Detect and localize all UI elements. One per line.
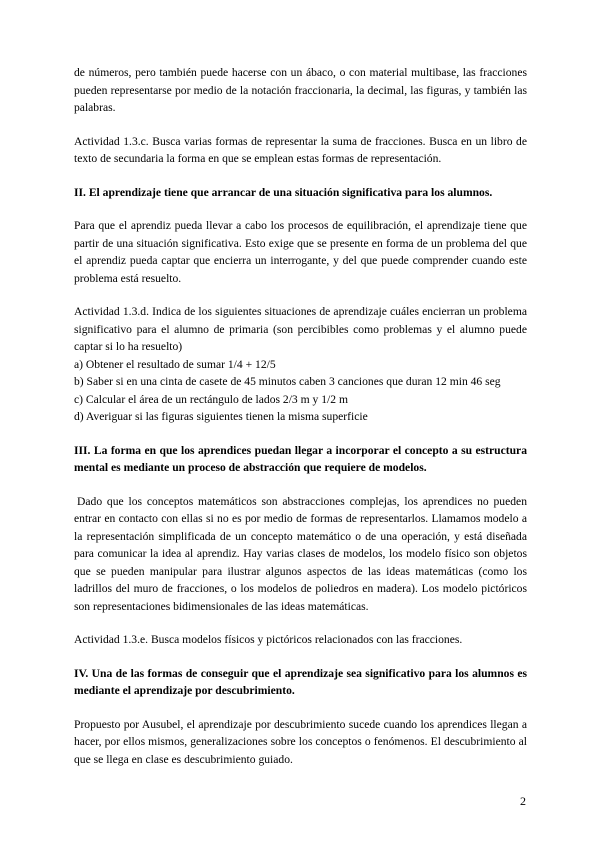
section-heading-iii: III. La forma en que los aprendices puedan llegar a incorporar el concepto a su estructura mental es mediante un proceso de abstracción que requiere de modelos. (74, 443, 527, 474)
section-heading-iv: IV. Una de las formas de conseguir que el aprendizaje sea significativo para los alumnos es mediante el aprendizaje por descubrimiento. (74, 666, 527, 697)
section-heading-ii: II. El aprendizaje tiene que arrancar de una situación significativa para los alumnos. (74, 185, 493, 199)
page-number: 2 (520, 794, 526, 808)
activity-1-3-c: Actividad 1.3.c. Busca varias formas de representar la suma de fracciones. Busca en un libro de texto de secundaria la forma en que se emplean estas formas de representación. (74, 134, 527, 165)
list-item-a: a) Obtener el resultado de sumar 1/4 + 12/5 (74, 357, 276, 371)
intro-paragraph: de números, pero también puede hacerse con un ábaco, o con material multibase, las fracciones pueden representarse por medio de la notación fraccionaria, la decimal, las figuras, y también las palabras. (74, 66, 527, 114)
list-item-b: b) Saber si en una cinta de casete de 45 minutos caben 3 canciones que duran 12 min 46 seg (74, 375, 501, 388)
activity-1-3-e: Actividad 1.3.e. Busca modelos físicos y pictóricos relacionados con las fracciones. (74, 633, 463, 646)
document-page (74, 64, 527, 784)
section-iii-paragraph: Dado que los conceptos matemáticos son abstracciones complejas, los aprendices no pueden entrar en contacto con ellas si no es por medio de formas de representarlos. Llamamos modelo a la representación simplificada de un concepto matemático o de una operación, y está diseñada para comunicar la idea al aprendiz. Hay varias clases de modelos, los modelo físico son objetos que se pueden manipular para ilustrar algunos aspectos de las ideas matemáticas (como los ladrillos del muro de fracciones, o los modelos de poliedros en madera). Los modelo pictóricos son representaciones bidimensionales de las ideas matemáticas. (74, 494, 527, 613)
activity-1-3-d-block (74, 303, 527, 426)
section-iv-paragraph: Propuesto por Ausubel, el aprendizaje por descubrimiento sucede cuando los aprendices llegan a hacer, por ellos mismos, generalizaciones sobre los conceptos o fenómenos. El descubrimiento al que se llega en clase es descubrimiento guiado. (74, 717, 527, 766)
list-item-c: c) Calcular el área de un rectángulo de lados 2/3 m y 1/2 m (74, 392, 348, 406)
section-ii-paragraph: Para que el aprendiz pueda llevar a cabo los procesos de equilibración, el aprendizaje tiene que partir de una situación significativa. Esto exige que se presente en forma de un problema del que el aprendiz pueda captar que encierra un interrogante, y del que puede comprender cuando este problema está resuelto. (74, 219, 527, 285)
activity-1-3-d: Actividad 1.3.d. Indica de los siguientes situaciones de aprendizaje cuáles encierran un problema significativo para el alumno de primaria (son percibibles como problemas y el alumno puede captar si lo ha resuelto) (74, 305, 527, 353)
list-item-d: d) Averiguar si las figuras siguientes tienen la misma superficie (74, 410, 368, 423)
